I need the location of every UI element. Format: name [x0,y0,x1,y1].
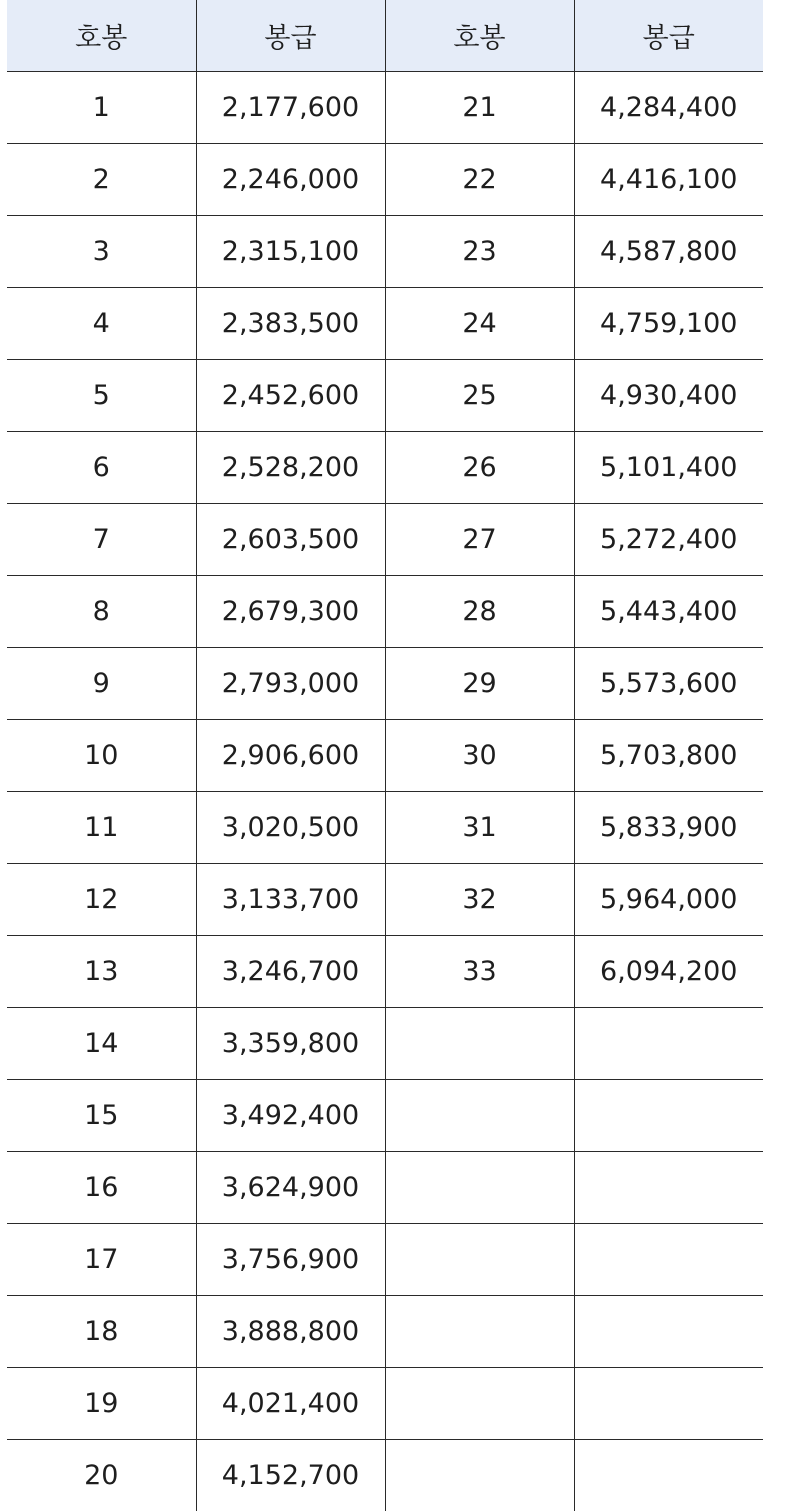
table-row [7,360,763,432]
grade-cell [385,1080,574,1152]
pay-cell: 3,492,400 [196,1080,385,1152]
table-row [7,1224,763,1296]
grade-cell: 31 [385,792,574,864]
grade-cell: 17 [7,1224,196,1296]
pay-cell: 4,284,400 [574,72,763,144]
table-body [7,72,763,1512]
pay-cell: 4,759,100 [574,288,763,360]
grade-cell: 3 [7,216,196,288]
header-grade-right: 호봉 [385,0,574,72]
pay-cell: 3,888,800 [196,1296,385,1368]
pay-cell: 2,603,500 [196,504,385,576]
table-row [7,144,763,216]
pay-cell: 2,528,200 [196,432,385,504]
pay-cell: 3,020,500 [196,792,385,864]
salary-table [7,0,763,1511]
grade-cell: 29 [385,648,574,720]
grade-cell: 22 [385,144,574,216]
table-row [7,1368,763,1440]
pay-cell: 5,443,400 [574,576,763,648]
grade-cell: 9 [7,648,196,720]
grade-cell: 28 [385,576,574,648]
table-row [7,504,763,576]
pay-cell: 3,624,900 [196,1152,385,1224]
pay-cell: 3,359,800 [196,1008,385,1080]
pay-cell [574,1008,763,1080]
pay-cell: 3,133,700 [196,864,385,936]
grade-cell: 1 [7,72,196,144]
table-row [7,1152,763,1224]
table-row [7,1440,763,1512]
pay-cell: 2,383,500 [196,288,385,360]
pay-cell: 4,021,400 [196,1368,385,1440]
grade-cell: 14 [7,1008,196,1080]
grade-cell: 27 [385,504,574,576]
pay-cell: 2,315,100 [196,216,385,288]
grade-cell: 33 [385,936,574,1008]
pay-cell [574,1224,763,1296]
grade-cell: 8 [7,576,196,648]
grade-cell: 15 [7,1080,196,1152]
pay-cell: 6,094,200 [574,936,763,1008]
grade-cell: 23 [385,216,574,288]
table-row [7,1080,763,1152]
grade-cell: 21 [385,72,574,144]
pay-cell: 4,416,100 [574,144,763,216]
grade-cell: 26 [385,432,574,504]
grade-cell: 25 [385,360,574,432]
grade-cell: 12 [7,864,196,936]
pay-cell [574,1152,763,1224]
grade-cell [385,1368,574,1440]
grade-cell: 24 [385,288,574,360]
grade-cell: 19 [7,1368,196,1440]
pay-cell: 5,573,600 [574,648,763,720]
grade-cell [385,1152,574,1224]
grade-cell: 11 [7,792,196,864]
pay-cell: 3,246,700 [196,936,385,1008]
grade-cell [385,1008,574,1080]
table-row [7,648,763,720]
grade-cell: 7 [7,504,196,576]
table-row [7,792,763,864]
table-row [7,432,763,504]
grade-cell [385,1440,574,1512]
header-pay-right: 봉급 [574,0,763,72]
table-row [7,288,763,360]
pay-cell [574,1440,763,1512]
pay-cell: 5,833,900 [574,792,763,864]
header-pay-left: 봉급 [196,0,385,72]
table-row [7,72,763,144]
grade-cell: 5 [7,360,196,432]
pay-cell: 2,452,600 [196,360,385,432]
grade-cell: 2 [7,144,196,216]
pay-cell: 3,756,900 [196,1224,385,1296]
header-grade-left: 호봉 [7,0,196,72]
grade-cell [385,1224,574,1296]
pay-cell: 5,272,400 [574,504,763,576]
grade-cell: 20 [84,1460,119,1491]
pay-cell [574,1080,763,1152]
table-row [7,720,763,792]
pay-cell: 4,930,400 [574,360,763,432]
grade-cell: 30 [385,720,574,792]
pay-cell [574,1296,763,1368]
table-row [7,216,763,288]
pay-cell: 5,964,000 [574,864,763,936]
table-row [7,1008,763,1080]
grade-cell: 6 [7,432,196,504]
pay-cell [574,1368,763,1440]
pay-cell: 5,703,800 [574,720,763,792]
pay-cell: 2,246,000 [196,144,385,216]
pay-cell: 2,906,600 [196,720,385,792]
grade-cell [385,1296,574,1368]
grade-cell: 16 [7,1152,196,1224]
pay-cell: 2,679,300 [196,576,385,648]
table-row [7,864,763,936]
table-row [7,576,763,648]
table-row [7,1296,763,1368]
pay-cell: 4,587,800 [574,216,763,288]
grade-cell: 13 [7,936,196,1008]
grade-cell: 4 [7,288,196,360]
pay-cell: 5,101,400 [574,432,763,504]
header-row [7,0,763,72]
grade-cell: 10 [7,720,196,792]
pay-cell: 2,793,000 [196,648,385,720]
pay-cell: 2,177,600 [196,72,385,144]
pay-cell: 4,152,700 [196,1440,385,1512]
table-row [7,936,763,1008]
grade-cell: 32 [385,864,574,936]
grade-cell: 18 [7,1296,196,1368]
